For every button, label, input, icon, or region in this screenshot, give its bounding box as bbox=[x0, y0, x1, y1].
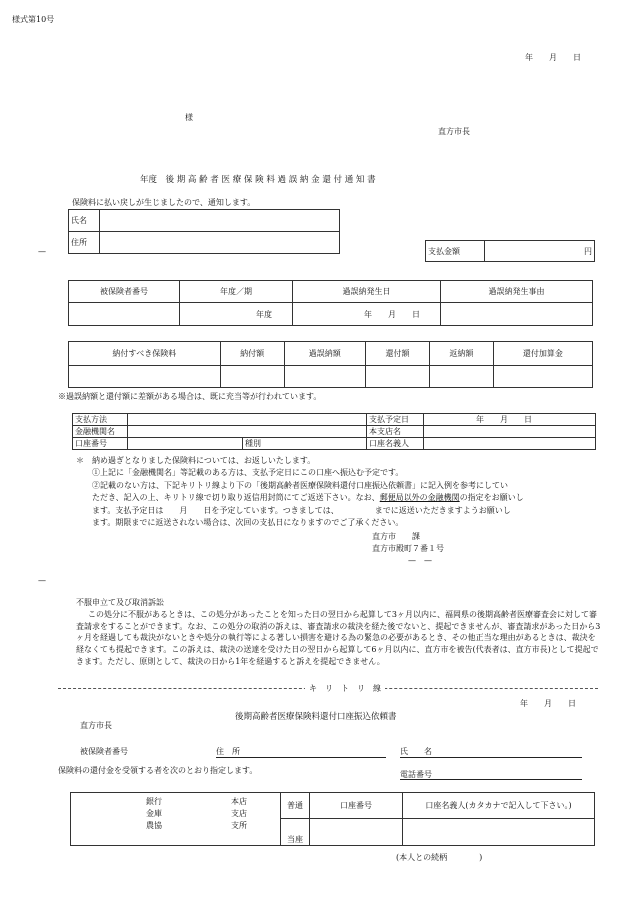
fold-mark-2: — bbox=[38, 576, 46, 585]
difference-note: ※過誤納額と還付額に差額がある場合は、既に充当等が行われています。 bbox=[58, 392, 322, 401]
year-period-header: 年度／期 bbox=[180, 281, 293, 303]
amount-header: 納付額 bbox=[220, 342, 284, 366]
amount-header: 納付すべき保険料 bbox=[69, 342, 221, 366]
contact-phone: — — bbox=[408, 556, 432, 565]
type-label: 種別 bbox=[243, 438, 367, 450]
error-payment-table bbox=[68, 280, 593, 326]
name-label: 氏名 bbox=[69, 210, 100, 232]
form-number: 様式第10号 bbox=[12, 15, 55, 24]
insured-no-cell bbox=[69, 303, 180, 326]
issuer: 直方市長 bbox=[438, 127, 470, 136]
contact-address: 直方市殿町７番１号 bbox=[372, 544, 444, 553]
year-cell: 年度 bbox=[180, 303, 293, 326]
addressee-suffix: 様 bbox=[185, 113, 193, 122]
address-label: 住所 bbox=[69, 232, 100, 254]
issue-date: 年 月 日 bbox=[525, 53, 581, 62]
request-title: 後期高齢者医療保険料還付口座振込依頼書 bbox=[235, 712, 397, 722]
req-insured-no-label: 被保険者番号 bbox=[80, 747, 128, 756]
req-designate: 保険料の還付金を受領する者を次のとおり指定します。 bbox=[58, 766, 258, 775]
payment-amount-value: 円 bbox=[485, 241, 595, 262]
payment-amount-table bbox=[425, 240, 595, 262]
error-date-cell: 年 月 日 bbox=[293, 303, 441, 326]
insured-no-header: 被保険者番号 bbox=[69, 281, 180, 303]
req-institution-cell bbox=[71, 793, 281, 846]
address-field bbox=[100, 232, 340, 254]
req-acct-holder-field bbox=[403, 819, 595, 846]
error-reason-header: 過誤納発生事由 bbox=[441, 281, 593, 303]
name-field bbox=[100, 210, 340, 232]
branch-label: 本支店名 bbox=[366, 426, 423, 438]
request-date: 年 月 日 bbox=[520, 699, 576, 708]
request-to: 直方市長 bbox=[80, 721, 112, 730]
holder-label: 口座名義人 bbox=[366, 438, 423, 450]
req-acct-holder-label: 口座名義人(カタカナで記入して下さい。) bbox=[403, 793, 595, 819]
req-name-underline bbox=[400, 757, 582, 758]
req-futsu: 普通 bbox=[281, 793, 310, 819]
account-no-label: 口座番号 bbox=[73, 438, 128, 450]
error-date-header: 過誤納発生日 bbox=[293, 281, 441, 303]
req-shisho: 支所 bbox=[231, 821, 247, 830]
note-line-3b: ただき、記入の上、キリトリ線で切り取り返信用封筒にてご返送下さい。なお、郵便局以外の金融機関の指定をお願いし bbox=[92, 493, 524, 502]
req-phone-label: 電話番号 bbox=[400, 770, 432, 779]
amount-table bbox=[68, 341, 593, 388]
amount-header: 過誤納額 bbox=[284, 342, 366, 366]
payment-date-label: 支払予定日 bbox=[366, 414, 423, 426]
req-phone-underline bbox=[400, 779, 582, 780]
appeal-text: この処分に不服があるときは、この処分があったことを知った日の翌日から起算して3ヶ月以内に、福岡県の後期高齢者医療審査会に対して審査請求をすることができます。なお、この処分の取消の訴えは、審査請求の裁決を経た後でないと、提起できませんが、審査請求があった日から3ヶ月を経過しても裁決がないときや処分の執行等による著しい損害を避ける為の緊急の必要があるとき、その他正当な理由があるときは、裁決を経なくても提起できます。この訴えは、裁決の送達を受けた日の翌日から起算して6ヶ月以内に、直方市を被告(代表者は、直方市長)として提起できます。ただし、原則として、裁決の日から1年を経過すると訴えを提起できません。 bbox=[76, 610, 601, 666]
note-line-3d: ます。期限までに返送されない場合は、次回の支払日になりますのでご了承ください。 bbox=[92, 518, 404, 527]
contact-dept: 直方市 課 bbox=[372, 532, 420, 541]
payment-method-label: 支払方法 bbox=[73, 414, 128, 426]
fold-mark-1: — bbox=[38, 247, 46, 256]
appeal-title: 不服申立て及び取消訴訟 bbox=[76, 598, 164, 607]
payment-amount-label: 支払金額 bbox=[426, 241, 485, 262]
error-reason-cell bbox=[441, 303, 593, 326]
req-acct-no-label: 口座番号 bbox=[310, 793, 403, 819]
note-line-1: 納め過ぎとなりました保険料については、お返しいたします。 bbox=[92, 456, 316, 465]
req-relation: (本人との続柄 ) bbox=[396, 853, 483, 862]
cut-line-label: キ リ ト リ 線 bbox=[305, 683, 385, 694]
bank-info-table bbox=[72, 413, 596, 450]
name-address-table bbox=[68, 209, 340, 254]
note-star: ＊ bbox=[76, 456, 84, 465]
institution-label: 金融機関名 bbox=[73, 426, 128, 438]
request-bank-table bbox=[70, 792, 595, 846]
payment-date-value: 年 月 日 bbox=[423, 414, 595, 426]
req-shiten: 支店 bbox=[231, 809, 247, 818]
req-acct-no-field bbox=[310, 819, 403, 846]
note-line-3a: ②記載のない方は、下記キリトリ線より下の「後期高齢者医療保険料還付口座振込依頼書」に記入例を参考にしてい bbox=[92, 481, 508, 490]
amount-header: 還付加算金 bbox=[493, 342, 592, 366]
req-shinkin: 金庫 bbox=[146, 809, 162, 818]
amount-header: 還付額 bbox=[366, 342, 430, 366]
req-address-underline bbox=[216, 757, 386, 758]
req-address-label: 住 所 bbox=[216, 747, 240, 756]
page-title: 年度 後 期 高 齢 者 医 療 保 険 料 過 誤 納 金 還 付 通 知 書 bbox=[140, 175, 376, 185]
note-line-3c: ます。支払予定日は 月 日を予定しています。つきましては、 までに返送いただきますようお願いし bbox=[92, 506, 511, 515]
req-bank: 銀行 bbox=[146, 797, 162, 806]
req-honten: 本店 bbox=[231, 797, 247, 806]
req-toza: 当座 bbox=[281, 819, 310, 846]
req-nokyo: 農協 bbox=[146, 821, 162, 830]
note-line-2: ①上記に「金融機関名」等記載のある方は、支払予定日にこの口座へ振込む予定です。 bbox=[92, 468, 404, 477]
intro-text: 保険料に払い戻しが生じましたので、通知します。 bbox=[72, 198, 256, 207]
amount-header: 返納額 bbox=[429, 342, 493, 366]
req-name-label: 氏 名 bbox=[400, 747, 432, 756]
postal-excluded-note: 郵便局以外の金融機関 bbox=[379, 493, 460, 502]
